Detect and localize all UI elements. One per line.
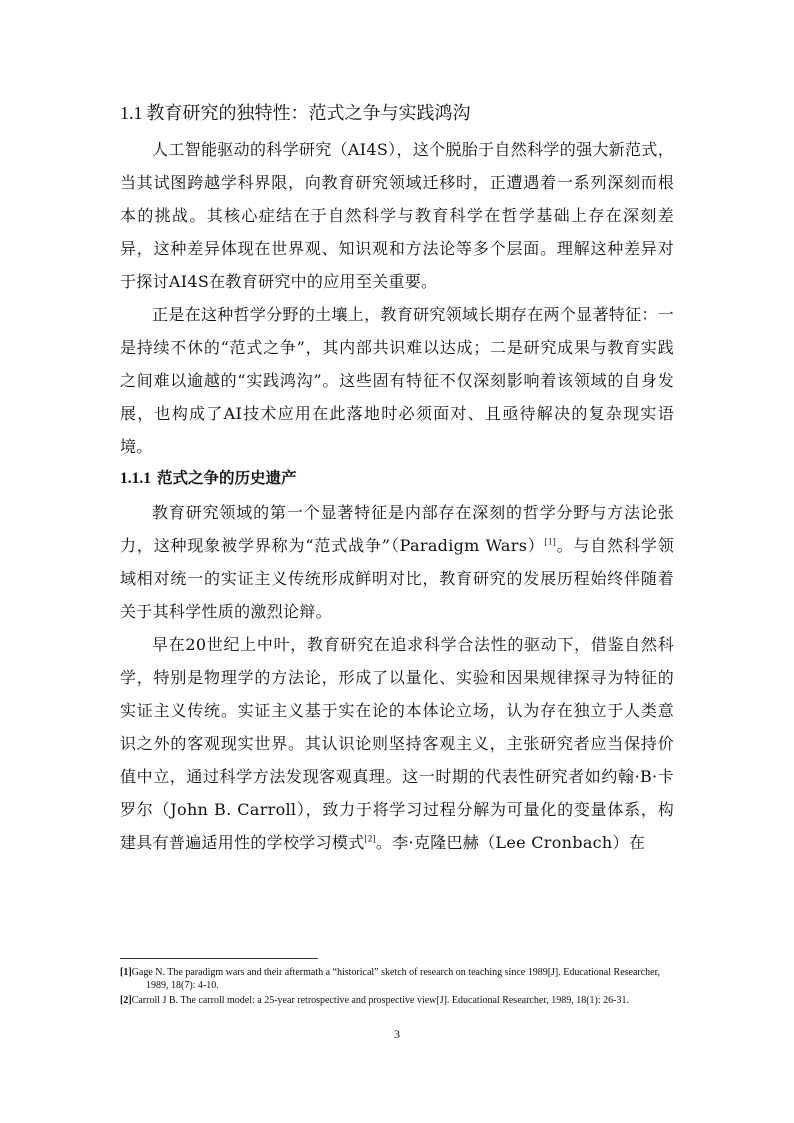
main-content <box>120 100 674 859</box>
footnotes <box>120 966 674 1009</box>
para3-text-after: 。与自然科学领域相对统一的实证主义传统形成鲜明对比，教育研究的发展历程始终伴随着关于其科学性质的激烈论辩。 <box>120 536 674 621</box>
paragraph-intro-1: 人工智能驱动的科学研究（AI4S），这个脱胎于自然科学的强大新范式，当其试图跨越学科界限，向教育研究领域迁移时，正遭遇着一系列深刻而根本的挑战。其核心症结在于自然科学与教育科学在哲学基础上存在深刻差异，这种差异体现在世界观、知识观和方法论等多个层面。理解这种差异对于探讨AI4S在教育研究中的应用至关重要。 <box>120 140 674 291</box>
paragraph-paradigm-wars <box>120 496 674 628</box>
paragraph-positivism <box>120 628 674 859</box>
section-heading <box>120 100 674 127</box>
footnote-2 <box>120 994 674 1007</box>
section-number: 1.1 <box>120 103 143 123</box>
subsection-number: 1.1.1 <box>120 470 151 487</box>
footnote-divider <box>120 958 318 959</box>
citation-ref-1[interactable]: [1] <box>544 536 557 547</box>
subsection-title: 范式之争的历史遗产 <box>157 469 297 487</box>
footnote-text-1: Gage N. The paradigm wars and their aftermath a “historical” sketch of research on teaching since 1989[J]. Educational Researcher, 1989, 18(7): 4-10. <box>131 967 661 991</box>
paragraph-intro-2: 正是在这种哲学分野的土壤上，教育研究领域长期存在两个显著特征：一是持续不休的“范式之争”，其内部共识难以达成；二是研究成果与教育实践之间难以逾越的“实践鸿沟”。这些固有特征不仅深刻影响着该领域的自身发展，也构成了AI技术应用在此落地时必须面对、且亟待解决的复杂现实语境。 <box>120 305 674 456</box>
footnote-mark-2: [2] <box>120 995 132 1006</box>
citation-ref-2[interactable]: [2] <box>364 833 376 844</box>
para3-text-before: 教育研究领域的第一个显著特征是内部存在深刻的哲学分野与方法论张力，这种现象被学界称为“范式战争”（Paradigm Wars） <box>120 503 674 555</box>
footnote-text-2: Carroll J B. The carroll model: a 25-year retrospective and prospective view[J]. Educational Researcher, 1989, 18(1): 26-31. <box>131 995 629 1006</box>
section-title: 教育研究的独特性：范式之争与实践鸿沟 <box>146 103 471 124</box>
para4-text-before: 早在20世纪上中叶，教育研究在追求科学合法性的驱动下，借鉴自然科学，特别是物理学的方法论，形成了以量化、实验和因果规律探寻为特征的实证主义传统。实证主义基于实在论的本体论立场，认为存在独立于人类意识之外的客观现实世界。其认识论则坚持客观主义，主张研究者应当保持价值中立，通过科学方法发现客观真理。这一时期的代表性研究者如约翰·B·卡罗尔（John B. Carroll），致力于将学习过程分解为可量化的变量体系，构建具有普遍适用性的学校学习模式 <box>120 635 674 852</box>
subsection-heading <box>120 465 674 492</box>
para4-text-after: 。李·克隆巴赫（Lee Cronbach）在 <box>375 833 646 852</box>
footnote-1 <box>120 966 674 992</box>
page-number: 3 <box>394 1027 400 1041</box>
footnote-mark-1: [1] <box>120 967 132 978</box>
